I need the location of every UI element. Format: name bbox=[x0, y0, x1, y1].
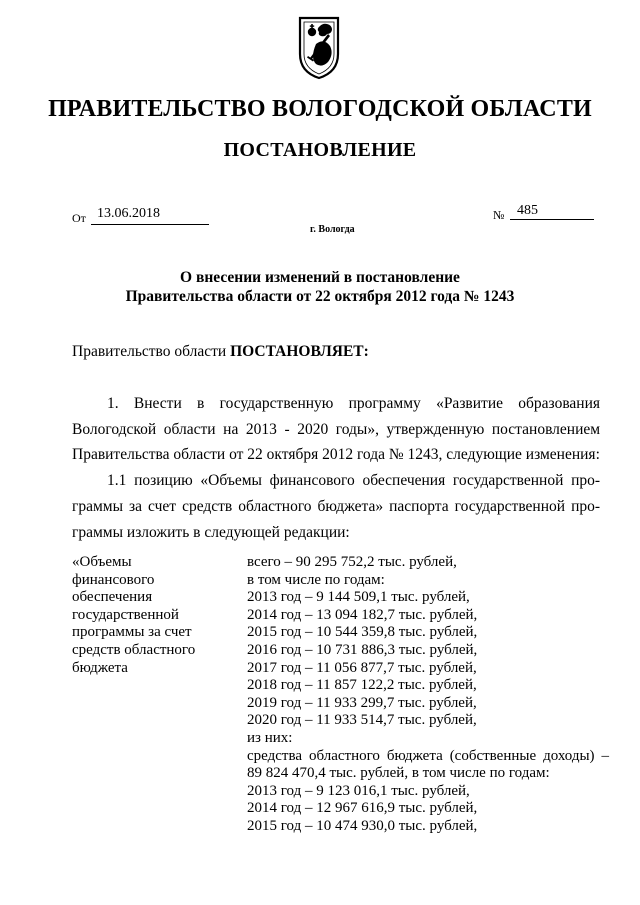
left-cell-line: государственной bbox=[72, 606, 179, 623]
table-right-column bbox=[247, 554, 617, 836]
word: позицию bbox=[134, 472, 193, 489]
subject-line-2: Правительства области от 22 октября 2012 года № 1243 bbox=[125, 288, 515, 305]
word: бюджета bbox=[386, 747, 443, 764]
word: 2020 bbox=[297, 421, 329, 438]
left-cell-line: средств областного bbox=[72, 641, 196, 658]
word: 1.1 bbox=[107, 472, 127, 489]
year-amount: 2013 год – 9 144 509,1 тыс. рублей, bbox=[247, 589, 470, 606]
regional-year-amount: 2013 год – 9 123 016,1 тыс. рублей, bbox=[247, 782, 470, 799]
word: средств bbox=[182, 498, 233, 515]
document-type-title: ПОСТАНОВЛЕНИЕ bbox=[223, 139, 417, 161]
year-amount: 2017 год – 11 056 877,7 тыс. рублей, bbox=[247, 659, 477, 676]
word: областного bbox=[238, 498, 312, 515]
intro-bold-verb: ПОСТАНОВЛЯЕТ: bbox=[230, 343, 369, 360]
subject-line-1: О внесении изменений в постановление bbox=[180, 269, 460, 286]
word: областного bbox=[308, 747, 380, 764]
word: «Объемы bbox=[200, 472, 262, 489]
word: образования bbox=[518, 395, 601, 412]
word: 1. bbox=[107, 395, 119, 412]
city-label: г. Вологда bbox=[310, 224, 355, 235]
word: обеспечения bbox=[362, 472, 446, 489]
paragraph-1-line-2 bbox=[72, 421, 600, 439]
word: программу bbox=[348, 395, 421, 412]
paragraph-1-1-line-3: граммы изложить в следующей редакции: bbox=[72, 524, 350, 541]
word: паспорта bbox=[389, 498, 449, 515]
word: «Развитие bbox=[436, 395, 503, 412]
word: счет bbox=[148, 498, 177, 515]
year-amount: 2019 год – 11 933 299,7 тыс. рублей, bbox=[247, 694, 477, 711]
word: за bbox=[129, 498, 143, 515]
word: - bbox=[284, 421, 290, 438]
word: государственную bbox=[219, 395, 334, 412]
regional-budget-line-2: 89 824 470,4 тыс. рублей, в том числе по годам: bbox=[247, 765, 550, 782]
word: 2013 bbox=[245, 421, 277, 438]
document-number: 485 bbox=[517, 203, 538, 218]
left-cell-line: обеспечения bbox=[72, 589, 153, 606]
government-title: ПРАВИТЕЛЬСТВО ВОЛОГОДСКОЙ ОБЛАСТИ bbox=[48, 96, 592, 122]
coat-of-arms-emblem bbox=[294, 14, 344, 80]
word: области bbox=[163, 421, 216, 438]
word: Внести bbox=[133, 395, 182, 412]
by-years-label: в том числе по годам: bbox=[247, 571, 385, 588]
paragraph-1-1-line-1 bbox=[107, 472, 600, 490]
total-amount: всего – 90 295 752,2 тыс. рублей, bbox=[247, 554, 457, 570]
date-prefix: От bbox=[72, 211, 86, 225]
word: про- bbox=[571, 498, 601, 515]
paragraph-1-line-3: Правительства области от 22 октября 2012 года № 1243, следующие изменения: bbox=[72, 446, 600, 463]
date-underline bbox=[91, 224, 209, 225]
word: – bbox=[601, 747, 609, 764]
left-cell-line: «Объемы bbox=[72, 554, 132, 570]
left-cell-line: финансового bbox=[72, 571, 155, 588]
paragraph-1-line-1 bbox=[107, 395, 600, 413]
regional-year-amount: 2015 год – 10 474 930,0 тыс. рублей, bbox=[247, 817, 478, 834]
word: (собственные bbox=[449, 747, 537, 764]
year-amount: 2014 год – 13 094 182,7 тыс. рублей, bbox=[247, 606, 478, 623]
number-prefix: № bbox=[493, 208, 505, 222]
document-date: 13.06.2018 bbox=[97, 206, 160, 221]
word: утвержденную bbox=[386, 421, 485, 438]
word: граммы bbox=[72, 498, 124, 515]
intro-text: Правительство области bbox=[72, 343, 231, 360]
year-amount: 2016 год – 10 731 886,3 тыс. рублей, bbox=[247, 641, 478, 658]
word: бюджета» bbox=[317, 498, 384, 515]
word: государственной bbox=[452, 472, 564, 489]
word: Вологодской bbox=[72, 421, 157, 438]
word: годы», bbox=[335, 421, 379, 438]
left-cell-line: бюджета bbox=[72, 659, 128, 676]
word: финансового bbox=[269, 472, 355, 489]
word: постановлением bbox=[491, 421, 601, 438]
word: в bbox=[197, 395, 205, 412]
intro-paragraph bbox=[72, 343, 369, 361]
word: доходы) bbox=[543, 747, 595, 764]
regional-year-amount: 2014 год – 12 967 616,9 тыс. рублей, bbox=[247, 800, 478, 817]
of-them-label: из них: bbox=[247, 729, 293, 746]
paragraph-1-1-line-2 bbox=[72, 498, 600, 516]
word: средства bbox=[247, 747, 303, 764]
year-amount: 2020 год – 11 933 514,7 тыс. рублей, bbox=[247, 712, 477, 729]
year-amount: 2015 год – 10 544 359,8 тыс. рублей, bbox=[247, 624, 478, 641]
regional-budget-line-1 bbox=[247, 748, 609, 766]
table-left-column bbox=[72, 554, 242, 677]
word: на bbox=[223, 421, 239, 438]
year-amount: 2018 год – 11 857 122,2 тыс. рублей, bbox=[247, 677, 477, 694]
word: государственной bbox=[454, 498, 566, 515]
number-underline bbox=[510, 219, 594, 220]
word: про- bbox=[571, 472, 601, 489]
left-cell-line: программы за счет bbox=[72, 624, 192, 641]
